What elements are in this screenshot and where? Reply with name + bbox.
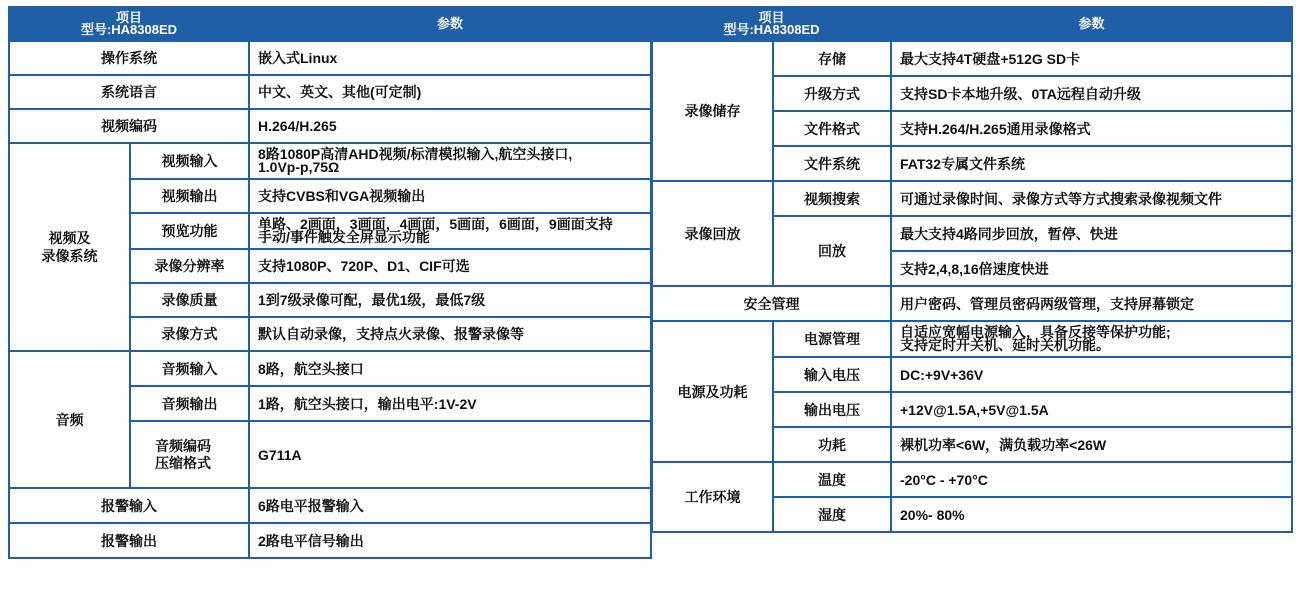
spec-label: 操作系统 bbox=[9, 41, 249, 75]
spec-label: 升级方式 bbox=[773, 76, 891, 111]
spec-value: 1路，航空头接口，输出电平:1V-2V bbox=[249, 386, 651, 421]
spec-label: 视频输入 bbox=[130, 143, 249, 179]
spec-label: 报警输出 bbox=[9, 523, 249, 558]
spec-value: 8路1080P高清AHD视频/标清模拟输入,航空头接口, 1.0Vp-p,75Ω bbox=[249, 143, 651, 179]
header-item: 项目 bbox=[758, 10, 785, 25]
group-label-power: 电源及功耗 bbox=[652, 321, 773, 462]
table-row bbox=[652, 286, 1292, 321]
table-row bbox=[9, 75, 651, 109]
spec-label: 湿度 bbox=[773, 497, 891, 532]
spec-value: 8路，航空头接口 bbox=[249, 351, 651, 386]
table-row bbox=[652, 321, 1292, 357]
table-row bbox=[652, 41, 1292, 76]
spec-label: 音频编码 压缩格式 bbox=[130, 421, 249, 488]
spec-value: 支持CVBS和VGA视频输出 bbox=[249, 179, 651, 213]
spec-label: 系统语言 bbox=[9, 75, 249, 109]
spec-value: 最大支持4T硬盘+512G SD卡 bbox=[891, 41, 1292, 76]
spec-value: 20%- 80% bbox=[891, 497, 1292, 532]
header-param: 参数 bbox=[891, 7, 1292, 41]
spec-value: 可通过录像时间、录像方式等方式搜索录像视频文件 bbox=[891, 181, 1292, 216]
spec-value: 1到7级录像可配，最优1级，最低7级 bbox=[249, 283, 651, 317]
spec-value: -20°C - +70°C bbox=[891, 462, 1292, 497]
header-item: 项目 bbox=[115, 10, 142, 25]
group-label-playback: 录像回放 bbox=[652, 181, 773, 286]
spec-value: 支持H.264/H.265通用录像格式 bbox=[891, 111, 1292, 146]
spec-label: 文件系统 bbox=[773, 146, 891, 181]
table-row bbox=[652, 462, 1292, 497]
spec-label: 电源管理 bbox=[773, 321, 891, 357]
spec-value: H.264/H.265 bbox=[249, 109, 651, 143]
table-row bbox=[9, 523, 651, 558]
spec-value: 最大支持4路同步回放，暂停、快进 bbox=[891, 216, 1292, 251]
header-param: 参数 bbox=[249, 7, 651, 41]
spec-label: 报警输入 bbox=[9, 488, 249, 523]
header-model: 型号:HA8308ED bbox=[80, 22, 178, 37]
spec-value: 支持1080P、720P、D1、CIF可选 bbox=[249, 249, 651, 283]
spec-value: DC:+9V+36V bbox=[891, 357, 1292, 392]
spec-label: 音频输出 bbox=[130, 386, 249, 421]
header-item-cell bbox=[652, 7, 891, 41]
spec-label: 预览功能 bbox=[130, 213, 249, 249]
header-item-cell bbox=[9, 7, 249, 41]
group-label-video: 视频及 录像系统 bbox=[9, 143, 130, 351]
spec-value: FAT32专属文件系统 bbox=[891, 146, 1292, 181]
spec-label: 输出电压 bbox=[773, 392, 891, 427]
spec-label: 视频输出 bbox=[130, 179, 249, 213]
spec-label: 录像方式 bbox=[130, 317, 249, 351]
group-label-audio: 音频 bbox=[9, 351, 130, 488]
spec-value: 裸机功率<6W，满负载功率<26W bbox=[891, 427, 1292, 462]
header-model: 型号:HA8308ED bbox=[723, 22, 820, 37]
spec-label: 音频输入 bbox=[130, 351, 249, 386]
spec-value: 中文、英文、其他(可定制) bbox=[249, 75, 651, 109]
table-row bbox=[652, 181, 1292, 216]
group-label-storage: 录像储存 bbox=[652, 41, 773, 181]
spec-value: 单路、2画面，3画面，4画面，5画面，6画面，9画面支持 手动/事件触发全屏显示功能 bbox=[249, 213, 651, 249]
table-row bbox=[9, 351, 651, 386]
table-row bbox=[9, 41, 651, 75]
spec-label: 功耗 bbox=[773, 427, 891, 462]
spec-label: 文件格式 bbox=[773, 111, 891, 146]
spec-value: 用户密码、管理员密码两级管理，支持屏幕锁定 bbox=[891, 286, 1292, 321]
header-row bbox=[652, 7, 1292, 41]
spec-value: 默认自动录像，支持点火录像、报警录像等 bbox=[249, 317, 651, 351]
spec-label: 存储 bbox=[773, 41, 891, 76]
spec-value: +12V@1.5A,+5V@1.5A bbox=[891, 392, 1292, 427]
spec-label: 视频搜索 bbox=[773, 181, 891, 216]
spec-label: 输入电压 bbox=[773, 357, 891, 392]
spec-label: 录像分辨率 bbox=[130, 249, 249, 283]
right-spec-table bbox=[651, 6, 1293, 533]
spec-value: 嵌入式Linux bbox=[249, 41, 651, 75]
header-row bbox=[9, 7, 651, 41]
spec-value: 6路电平报警输入 bbox=[249, 488, 651, 523]
spec-label: 温度 bbox=[773, 462, 891, 497]
spec-label: 录像质量 bbox=[130, 283, 249, 317]
spec-value: 支持SD卡本地升级、0TA远程自动升级 bbox=[891, 76, 1292, 111]
table-row bbox=[9, 143, 651, 179]
spec-value: 自适应宽幅电源输入，具备反接等保护功能; 支持定时开关机、延时关机功能。 bbox=[891, 321, 1292, 357]
spec-value: G711A bbox=[249, 421, 651, 488]
spec-label: 视频编码 bbox=[9, 109, 249, 143]
table-row bbox=[9, 488, 651, 523]
spec-value: 2路电平信号输出 bbox=[249, 523, 651, 558]
spec-label: 安全管理 bbox=[652, 286, 891, 321]
left-spec-table bbox=[8, 6, 652, 559]
spec-label: 回放 bbox=[773, 216, 891, 286]
spec-value: 支持2,4,8,16倍速度快进 bbox=[891, 251, 1292, 286]
table-row bbox=[9, 109, 651, 143]
group-label-environment: 工作环境 bbox=[652, 462, 773, 532]
